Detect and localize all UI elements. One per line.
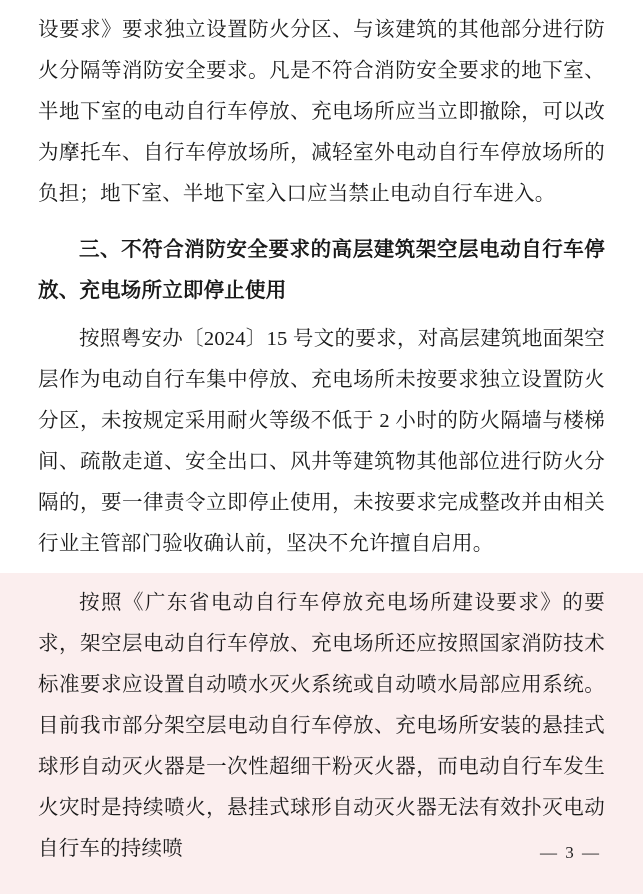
section-heading-three: 三、不符合消防安全要求的高层建筑架空层电动自行车停放、充电场所立即停止使用 [38,238,605,302]
paragraph-spacer [38,215,605,229]
paragraph-highlighted-text: 按照《广东省电动自行车停放充电场所建设要求》的要求，架空层电动自行车停放、充电场所还应按照国家消防技术标准要求应设置自动喷水灭火系统或自动喷水局部应用系统。目前我市部分架空层电动自行车停放、充电场所安装的悬挂式球形自动灭火器是一次性超细干粉灭火器，而电动自行车发生火灾时是持续喷火，悬挂式球形自动灭火器无法有效扑灭电动自行车的持续喷 [38,592,605,860]
paragraph-policy-requirement: 按照粤安办〔2024〕15 号文的要求，对高层建筑地面架空层作为电动自行车集中停放、充电场所未按要求独立设置防火分区，未按规定采用耐火等级不低于 2 小时的防火隔墙与楼梯间、疏散走道、安全出口、风井等建筑物其他部位进行防火分隔的，要一律责令立即停止使用，未按要求完成整改并由相关行业主管部门验收确认前，坚决不允许擅自启用。 [38,328,605,555]
paragraph-continuation: 设要求》要求独立设置防火分区、与该建筑的其他部分进行防火分隔等消防安全要求。凡是不符合消防安全要求的地下室、半地下室的电动自行车停放、充电场所应当立即撤除，可以改为摩托车、自行车停放场所，减轻室外电动自行车停放场所的负担；地下室、半地下室入口应当禁止电动自行车进入。 [38,19,605,205]
heading-spacer [38,311,605,319]
page-number-footer: — 3 — [540,843,601,862]
highlight-spacer [38,565,605,573]
